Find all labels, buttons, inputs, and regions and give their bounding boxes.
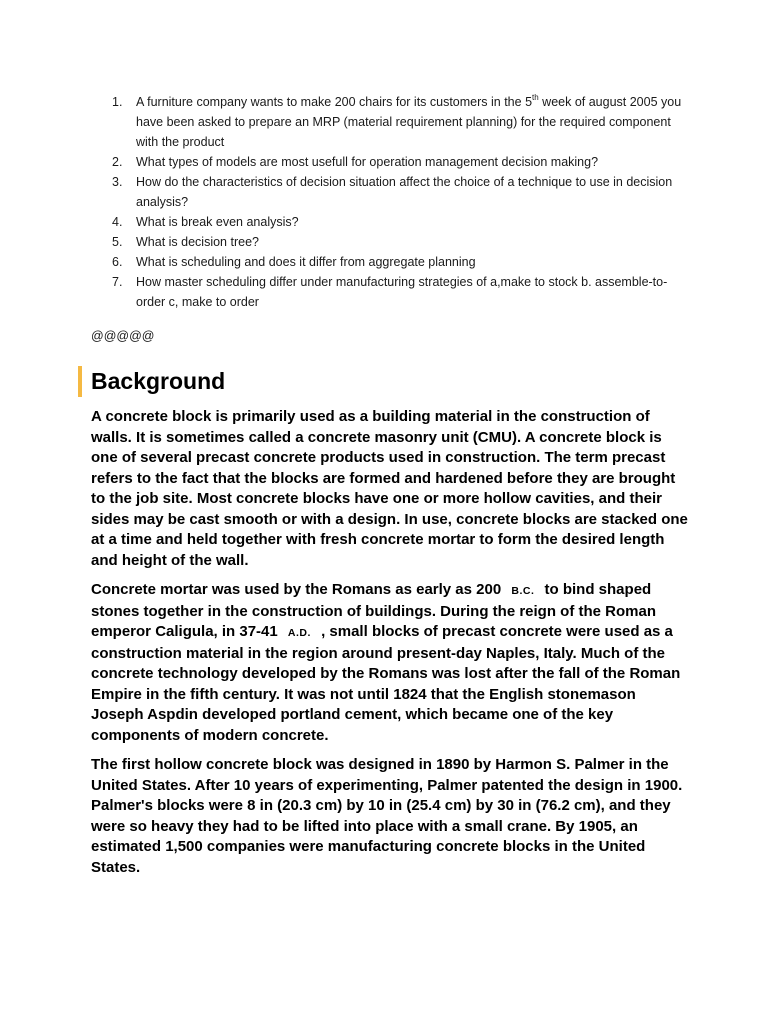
list-item-number: 7. — [112, 275, 123, 289]
paragraph-concrete-block: A concrete block is primarily used as a building material in the construction of walls. It is sometimes called a concrete masonry unit (CMU). A concrete block is one of several precast concrete products used in construction. The term precast refers to the fact that the blocks are formed and hardened before they are brought to the job site. Most concrete blocks have one or more hollow cavities, and their sides may be cast smooth or with a design. In use, concrete blocks are stacked one at a time and held together with fresh concrete mortar to form the desired length and height of the wall. — [91, 408, 688, 569]
era-bc: B.C. — [511, 585, 535, 597]
heading-accent-bar — [78, 366, 82, 397]
superscript-ordinal: th — [532, 92, 539, 102]
list-item — [0, 212, 696, 232]
era-ad: A.D. — [287, 627, 311, 639]
list-item — [0, 172, 696, 212]
list-item — [0, 232, 696, 252]
list-item-text: How master scheduling differ under manufacturing strategies of a,make to stock b. assemble-to-order c, make to order — [136, 275, 668, 309]
list-item — [0, 252, 696, 272]
separator-text: @@@@@ — [91, 329, 155, 343]
list-item-number: 4. — [112, 215, 123, 229]
list-item — [0, 152, 696, 172]
background-body — [91, 407, 691, 887]
list-item-number: 1. — [112, 95, 123, 109]
paragraph-roman-history: Concrete mortar was used by the Romans as early as 200 B.C. to bind shaped stones together in the construction of buildings. During the reign of the Roman emperor Caligula, in 37-41 A.D. , small blocks of precast concrete were used as a construction material in the region around present-day Naples, Italy. Much of the concrete technology developed by the Romans was lost after the fall of the Roman Empire in the fifth century. It was not until 1824 that the English stonemason Joseph Aspdin developed portland cement, which became one of the key components of modern concrete. — [91, 581, 681, 744]
list-item-number: 2. — [112, 155, 123, 169]
list-item — [0, 272, 696, 312]
list-item-number: 6. — [112, 255, 123, 269]
list-item-text: What is decision tree? — [136, 235, 259, 249]
paragraph-hollow-block: The first hollow concrete block was designed in 1890 by Harmon S. Palmer in the United States. After 10 years of experimenting, Palmer patented the design in 1900. Palmer's blocks were 8 in (20.3 cm) by 10 in (25.4 cm) by 30 in (76.2 cm), and they were so heavy they had to be lifted into place with a small crane. By 1905, an estimated 1,500 companies were manufacturing concrete blocks in the United States. — [91, 756, 683, 876]
list-item-text: What types of models are most usefull for operation management decision making? — [136, 155, 599, 169]
list-item-number: 3. — [112, 175, 123, 189]
question-list — [0, 92, 768, 312]
list-item — [0, 92, 696, 152]
list-item-text: What is break even analysis? — [136, 215, 299, 229]
list-item-text: What is scheduling and does it differ from aggregate planning — [136, 255, 476, 269]
list-item-number: 5. — [112, 235, 123, 249]
list-item-text: How do the characteristics of decision situation affect the choice of a technique to use in decision analysis? — [136, 175, 673, 209]
list-item-text: A furniture company wants to make 200 chairs for its customers in the 5th week of august 2005 you have been asked to prepare an MRP (material requirement planning) for the required component with the product — [136, 92, 682, 149]
section-heading: Background — [91, 368, 226, 394]
